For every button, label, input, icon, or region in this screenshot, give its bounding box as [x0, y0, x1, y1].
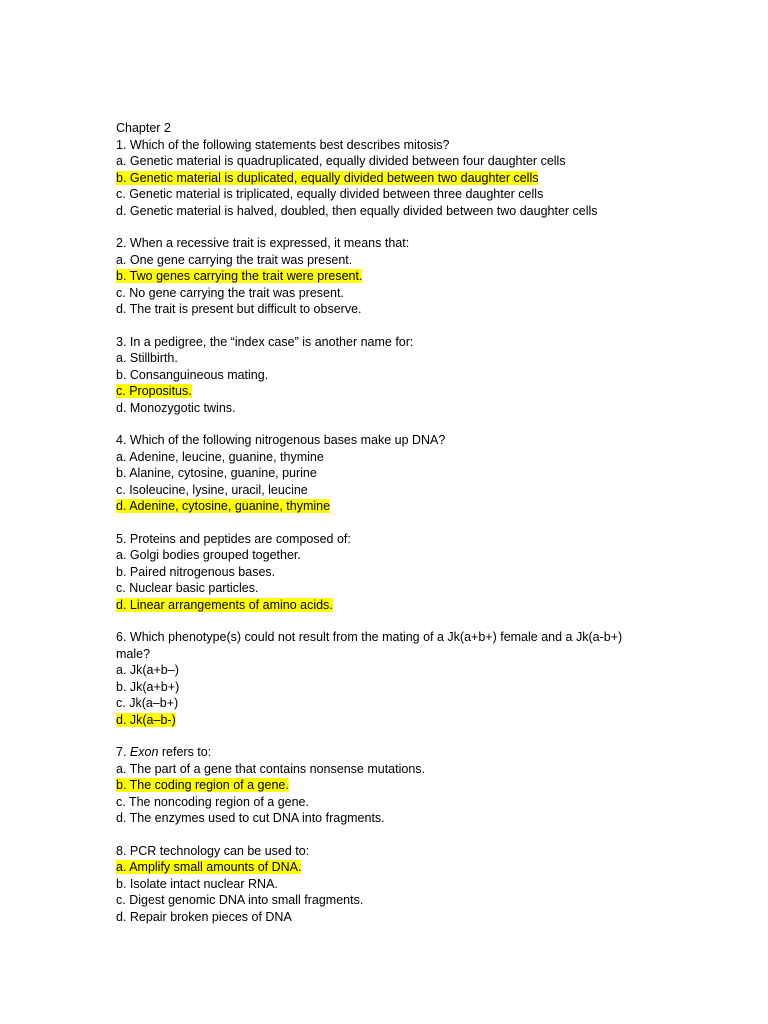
answer-highlight: d. Jk(a–b-) [116, 712, 176, 727]
answer-highlight: b. Two genes carrying the trait were present. [116, 269, 363, 283]
question-4-option-a: a. Adenine, leucine, guanine, thymine [116, 449, 324, 464]
question-7-option-d: d. The enzymes used to cut DNA into fragments. [116, 811, 385, 825]
question-1-option-b [116, 170, 756, 187]
question-3-option-a: a. Stillbirth. [116, 351, 178, 365]
question-2-option-b [116, 268, 756, 285]
answer-highlight: d. Adenine, cytosine, guanine, thymine [116, 499, 331, 513]
question-7-option-c: c. The noncoding region of a gene. [116, 794, 309, 809]
question-1-option-d: d. Genetic material is halved, doubled, then equally divided between two daughter cells [116, 203, 598, 218]
question-7-option-b [116, 777, 756, 794]
question-1-option-a: a. Genetic material is quadruplicated, equally divided between four daughter cells [116, 154, 566, 168]
question-6-option-d [116, 712, 756, 729]
answer-highlight: d. Linear arrangements of amino acids. [116, 597, 333, 612]
question-6-option-a: a. Jk(a+b–) [116, 663, 179, 677]
answer-highlight: b. Genetic material is duplicated, equally divided between two daughter cells [116, 170, 539, 185]
question-4-stem: 4. Which of the following nitrogenous bases make up DNA? [116, 433, 446, 447]
question-5-stem: 5. Proteins and peptides are composed of: [116, 531, 351, 546]
question-2-option-d: d. The trait is present but difficult to observe. [116, 302, 362, 316]
question-4-option-d [116, 498, 756, 515]
question-4-option-c: c. Isoleucine, lysine, uracil, leucine [116, 482, 308, 497]
question-8-option-a [116, 859, 756, 876]
question-3-option-d: d. Monozygotic twins. [116, 400, 236, 415]
chapter-title: Chapter 2 [116, 121, 171, 135]
question-3-option-c [116, 383, 756, 400]
question-2-option-a: a. One gene carrying the trait was present. [116, 252, 353, 267]
question-4-option-b: b. Alanine, cytosine, guanine, purine [116, 466, 317, 480]
question-5-option-a: a. Golgi bodies grouped together. [116, 548, 301, 562]
question-2-stem: 2. When a recessive trait is expressed, it means that: [116, 236, 410, 250]
question-8-stem: 8. PCR technology can be used to: [116, 843, 310, 858]
question-7-stem: 7. Exon refers to: [116, 745, 212, 759]
answer-highlight: b. The coding region of a gene. [116, 778, 289, 792]
question-3-option-b: b. Consanguineous mating. [116, 367, 269, 382]
question-6-stem: 6. Which phenotype(s) could not result from the mating of a Jk(a+b+) female and a Jk(a-b+) male? [116, 630, 623, 661]
question-5-option-c: c. Nuclear basic particles. [116, 581, 259, 595]
answer-highlight: a. Amplify small amounts of DNA. [116, 860, 302, 874]
question-2-option-c: c. No gene carrying the trait was present. [116, 285, 344, 300]
question-8-option-c: c. Digest genomic DNA into small fragments. [116, 893, 364, 907]
question-3-stem: 3. In a pedigree, the “index case” is another name for: [116, 334, 414, 349]
question-7-option-a: a. The part of a gene that contains nonsense mutations. [116, 761, 426, 776]
document-content [116, 120, 756, 925]
question-8-option-b: b. Isolate intact nuclear RNA. [116, 876, 278, 891]
question-5-option-b: b. Paired nitrogenous bases. [116, 564, 276, 579]
question-1-stem: 1. Which of the following statements best describes mitosis? [116, 137, 450, 152]
answer-highlight: c. Propositus. [116, 384, 192, 398]
question-8-option-d: d. Repair broken pieces of DNA [116, 909, 292, 924]
question-6-option-b: b. Jk(a+b+) [116, 679, 180, 694]
exon-term: Exon [129, 745, 159, 759]
question-6-option-c: c. Jk(a–b+) [116, 696, 179, 710]
question-5-option-d [116, 597, 756, 614]
question-1-option-c: c. Genetic material is triplicated, equally divided between three daughter cells [116, 187, 544, 201]
